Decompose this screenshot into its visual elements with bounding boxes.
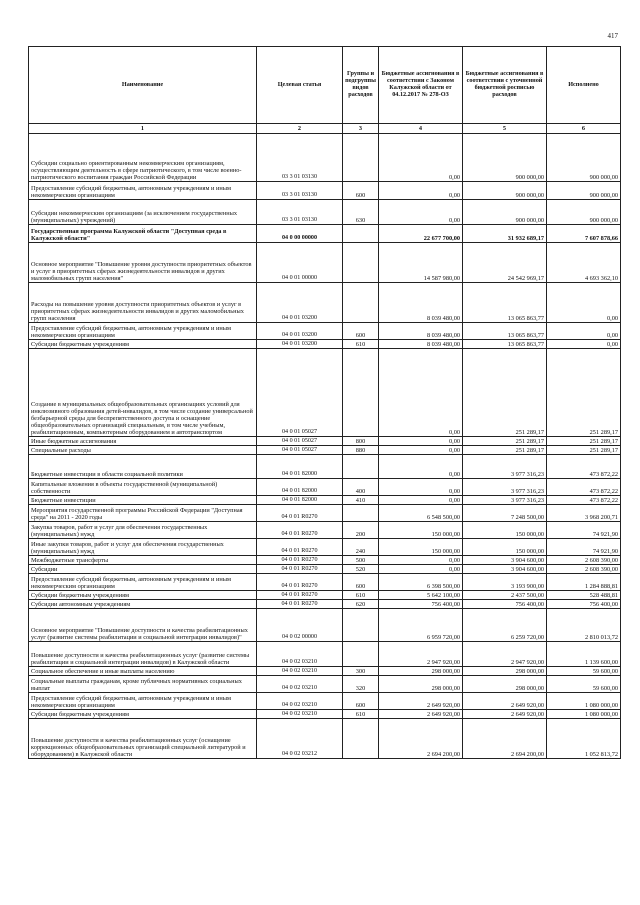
row-expense-group: 320: [343, 676, 379, 693]
row-revised-allocation: 298 000,00: [463, 667, 547, 676]
row-executed: 900 000,00: [547, 134, 621, 182]
row-law-allocation: 0,00: [379, 556, 463, 565]
row-law-allocation: 2 649 920,00: [379, 710, 463, 719]
row-law-allocation: 0,00: [379, 182, 463, 200]
row-expense-group: 520: [343, 565, 379, 574]
row-name: Субсидии социально ориентированным некоммерческим организациям, осуществляющим деятельность в сфере патриотического, в том числе военно-патриотического воспитания граждан Российской Федерации: [29, 134, 257, 182]
row-executed: 1 080 000,00: [547, 693, 621, 710]
row-executed: 3 968 200,71: [547, 505, 621, 522]
row-law-allocation: 8 039 480,00: [379, 283, 463, 323]
row-target-article: 04 0 01 82000: [257, 479, 343, 496]
row-name: Повышение доступности и качества реабилитационных услуг (оснащение коррекционных общеобразовательных организаций специальной литературой и оборудованием) в Калужской области: [29, 719, 257, 759]
row-revised-allocation: 3 904 600,00: [463, 556, 547, 565]
row-target-article: 03 3 01 03130: [257, 134, 343, 182]
table-row: [29, 710, 621, 719]
row-target-article: 04 0 01 03200: [257, 340, 343, 349]
table-row: [29, 667, 621, 676]
row-expense-group: [343, 283, 379, 323]
row-law-allocation: 0,00: [379, 565, 463, 574]
budget-table: [28, 46, 621, 759]
row-name: Социальные выплаты гражданам, кроме публичных нормативных социальных выплат: [29, 676, 257, 693]
table-row: [29, 600, 621, 609]
row-executed: 0,00: [547, 283, 621, 323]
row-name: Мероприятия государственной программы Российской Федерации "Доступная среда" на 2011 - 2020 годы: [29, 505, 257, 522]
row-law-allocation: 8 039 480,00: [379, 340, 463, 349]
column-number-row: [29, 124, 621, 134]
row-name: Создание в муниципальных общеобразовательных организациях условий для инклюзивного образования детей-инвалидов, в том числе создание универсальной безбарьерной среды для беспрепятственного доступа и оснащение общеобразовательных организаций специальным, в том числе учебным, реабилитационным, компьютерным оборудованием и автотранспортом: [29, 349, 257, 437]
row-executed: 251 289,17: [547, 446, 621, 455]
row-target-article: 04 0 01 R0270: [257, 505, 343, 522]
row-law-allocation: 2 694 200,00: [379, 719, 463, 759]
page-number: 417: [607, 32, 618, 40]
row-target-article: 04 0 01 R0270: [257, 565, 343, 574]
row-executed: 1 284 888,81: [547, 574, 621, 591]
row-revised-allocation: 3 193 900,00: [463, 574, 547, 591]
row-expense-group: [343, 243, 379, 283]
row-revised-allocation: 298 000,00: [463, 676, 547, 693]
row-revised-allocation: 3 977 316,23: [463, 479, 547, 496]
row-name: Иные бюджетные ассигнования: [29, 437, 257, 446]
row-name: Субсидии бюджетным учреждениям: [29, 710, 257, 719]
row-law-allocation: 2 947 920,00: [379, 642, 463, 667]
row-law-allocation: 0,00: [379, 479, 463, 496]
column-number: 6: [547, 124, 621, 134]
row-expense-group: [343, 225, 379, 243]
row-law-allocation: 0,00: [379, 437, 463, 446]
table-row: [29, 496, 621, 505]
row-executed: 2 608 390,00: [547, 556, 621, 565]
row-expense-group: 800: [343, 437, 379, 446]
row-executed: 756 400,00: [547, 600, 621, 609]
row-name: Предоставление субсидий бюджетным, автономным учреждениям и иным некоммерческим организациям: [29, 693, 257, 710]
row-target-article: 04 0 01 03200: [257, 323, 343, 340]
row-name: Бюджетные инвестиции: [29, 496, 257, 505]
row-name: Повышение доступности и качества реабилитационных услуг (развитие системы реабилитации и социальной интеграции инвалидов) в Калужской области: [29, 642, 257, 667]
row-revised-allocation: 900 000,00: [463, 200, 547, 225]
row-name: Предоставление субсидий бюджетным, автономным учреждениям и иным некоммерческим организациям: [29, 574, 257, 591]
row-revised-allocation: 7 248 500,00: [463, 505, 547, 522]
row-target-article: 04 0 01 R0270: [257, 556, 343, 565]
row-law-allocation: 0,00: [379, 446, 463, 455]
table-row: [29, 437, 621, 446]
row-expense-group: 610: [343, 340, 379, 349]
row-executed: 7 607 878,66: [547, 225, 621, 243]
row-law-allocation: 298 000,00: [379, 676, 463, 693]
row-expense-group: 300: [343, 667, 379, 676]
row-executed: 2 810 013,72: [547, 609, 621, 642]
row-revised-allocation: 13 065 863,77: [463, 323, 547, 340]
row-revised-allocation: 2 694 200,00: [463, 719, 547, 759]
row-target-article: 04 0 01 05027: [257, 446, 343, 455]
row-revised-allocation: 251 289,17: [463, 349, 547, 437]
row-target-article: 04 0 02 03210: [257, 710, 343, 719]
row-law-allocation: 0,00: [379, 349, 463, 437]
row-target-article: 04 0 01 05027: [257, 437, 343, 446]
row-name: Межбюджетные трансферты: [29, 556, 257, 565]
table-row: [29, 719, 621, 759]
row-revised-allocation: 6 259 720,00: [463, 609, 547, 642]
row-name: Субсидии некоммерческим организациям (за исключением государственных (муниципальных) учреждений): [29, 200, 257, 225]
row-revised-allocation: 3 977 316,23: [463, 455, 547, 479]
row-law-allocation: 0,00: [379, 200, 463, 225]
row-name: Социальное обеспечение и иные выплаты населению: [29, 667, 257, 676]
table-row: [29, 565, 621, 574]
table-row: [29, 556, 621, 565]
column-number: 2: [257, 124, 343, 134]
row-expense-group: [343, 349, 379, 437]
row-expense-group: 600: [343, 323, 379, 340]
table-row: [29, 676, 621, 693]
row-name: Основное мероприятие "Повышение доступности и качества реабилитационных услуг (развитие системы реабилитации и социальной интеграции инвалидов)": [29, 609, 257, 642]
table-header-row: [29, 47, 621, 124]
row-revised-allocation: 900 000,00: [463, 182, 547, 200]
row-target-article: 04 0 01 03200: [257, 283, 343, 323]
header-target-article: Целевая статья: [257, 47, 343, 124]
row-revised-allocation: 3 977 316,23: [463, 496, 547, 505]
table-row: [29, 522, 621, 539]
row-target-article: 03 3 01 03130: [257, 200, 343, 225]
row-revised-allocation: 2 649 920,00: [463, 693, 547, 710]
row-executed: 473 872,22: [547, 455, 621, 479]
table-row: [29, 479, 621, 496]
column-number: 4: [379, 124, 463, 134]
row-law-allocation: 6 959 720,00: [379, 609, 463, 642]
row-expense-group: 200: [343, 522, 379, 539]
row-target-article: 04 0 01 R0270: [257, 600, 343, 609]
row-expense-group: [343, 719, 379, 759]
row-revised-allocation: 251 289,17: [463, 437, 547, 446]
table-row: [29, 225, 621, 243]
header-expense-group: Группы и подгруппы видов расходов: [343, 47, 379, 124]
row-executed: 528 488,81: [547, 591, 621, 600]
row-revised-allocation: 150 000,00: [463, 522, 547, 539]
row-name: Основное мероприятие "Повышение уровня доступности приоритетных объектов и услуг в приоритетных сферах жизнедеятельности инвалидов и других маломобильных групп населения": [29, 243, 257, 283]
table-row: [29, 574, 621, 591]
row-executed: 900 000,00: [547, 182, 621, 200]
row-executed: 1 139 600,00: [547, 642, 621, 667]
row-name: Расходы на повышение уровня доступности приоритетных объектов и услуг в приоритетных сферах жизнедеятельности инвалидов и других маломобильных групп населения: [29, 283, 257, 323]
table-row: [29, 609, 621, 642]
row-target-article: 04 0 01 05027: [257, 349, 343, 437]
row-executed: 0,00: [547, 340, 621, 349]
row-expense-group: 600: [343, 574, 379, 591]
row-target-article: 04 0 02 00000: [257, 609, 343, 642]
row-law-allocation: 298 000,00: [379, 667, 463, 676]
row-name: Субсидии: [29, 565, 257, 574]
row-revised-allocation: 31 932 689,17: [463, 225, 547, 243]
row-revised-allocation: 2 437 500,00: [463, 591, 547, 600]
header-law-allocation: Бюджетные ассигнования в соответствии с Законом Калужской области от 04.12.2017 № 278-ОЗ: [379, 47, 463, 124]
table-row: [29, 505, 621, 522]
row-executed: 1 080 000,00: [547, 710, 621, 719]
row-expense-group: 600: [343, 182, 379, 200]
row-law-allocation: 756 400,00: [379, 600, 463, 609]
row-revised-allocation: 251 289,17: [463, 446, 547, 455]
table-row: [29, 134, 621, 182]
table-row: [29, 283, 621, 323]
row-law-allocation: 22 677 700,00: [379, 225, 463, 243]
row-name: Субсидии бюджетным учреждениям: [29, 340, 257, 349]
header-name: Наименование: [29, 47, 257, 124]
row-name: Иные закупки товаров, работ и услуг для обеспечения государственных (муниципальных) нужд: [29, 539, 257, 556]
row-target-article: 04 0 01 R0270: [257, 522, 343, 539]
row-executed: 59 600,00: [547, 676, 621, 693]
table-row: [29, 182, 621, 200]
table-row: [29, 200, 621, 225]
row-revised-allocation: 24 542 969,17: [463, 243, 547, 283]
row-name: Государственная программа Калужской области "Доступная среда в Калужской области": [29, 225, 257, 243]
row-target-article: 04 0 02 03210: [257, 667, 343, 676]
row-law-allocation: 5 642 100,00: [379, 591, 463, 600]
row-executed: 4 693 362,10: [547, 243, 621, 283]
row-revised-allocation: 13 065 863,77: [463, 340, 547, 349]
row-executed: 59 600,00: [547, 667, 621, 676]
row-target-article: 04 0 01 R0270: [257, 591, 343, 600]
row-target-article: 04 0 02 03210: [257, 642, 343, 667]
row-target-article: 04 0 01 R0270: [257, 539, 343, 556]
row-executed: 473 872,22: [547, 496, 621, 505]
row-expense-group: 610: [343, 591, 379, 600]
table-row: [29, 349, 621, 437]
row-revised-allocation: 2 947 920,00: [463, 642, 547, 667]
row-expense-group: 400: [343, 479, 379, 496]
row-name: Специальные расходы: [29, 446, 257, 455]
table-row: [29, 539, 621, 556]
header-revised-allocation: Бюджетные ассигнования в соответствии с уточненной бюджетной росписью расходов: [463, 47, 547, 124]
table-row: [29, 323, 621, 340]
row-revised-allocation: 3 904 600,00: [463, 565, 547, 574]
row-target-article: 04 0 02 03210: [257, 693, 343, 710]
row-expense-group: 610: [343, 710, 379, 719]
row-executed: 1 052 813,72: [547, 719, 621, 759]
row-executed: 2 608 390,00: [547, 565, 621, 574]
table-row: [29, 591, 621, 600]
row-revised-allocation: 2 649 920,00: [463, 710, 547, 719]
table-body: [29, 134, 621, 759]
table-row: [29, 693, 621, 710]
row-expense-group: 880: [343, 446, 379, 455]
row-law-allocation: 6 548 500,00: [379, 505, 463, 522]
header-executed: Исполнено: [547, 47, 621, 124]
column-number: 5: [463, 124, 547, 134]
row-expense-group: 240: [343, 539, 379, 556]
row-name: Предоставление субсидий бюджетным, автономным учреждениям и иным некоммерческим организациям: [29, 323, 257, 340]
row-name: Субсидии автономным учреждениям: [29, 600, 257, 609]
row-target-article: 04 0 01 82000: [257, 455, 343, 479]
row-expense-group: 630: [343, 200, 379, 225]
row-name: Субсидии бюджетным учреждениям: [29, 591, 257, 600]
row-expense-group: [343, 505, 379, 522]
row-name: Бюджетные инвестиции в области социальной политики: [29, 455, 257, 479]
row-name: Закупка товаров, работ и услуг для обеспечения государственных (муниципальных) нужд: [29, 522, 257, 539]
row-law-allocation: 6 398 500,00: [379, 574, 463, 591]
row-revised-allocation: 13 065 863,77: [463, 283, 547, 323]
row-law-allocation: 150 000,00: [379, 522, 463, 539]
row-executed: 0,00: [547, 323, 621, 340]
column-number: 3: [343, 124, 379, 134]
row-law-allocation: 0,00: [379, 496, 463, 505]
row-executed: 251 289,17: [547, 349, 621, 437]
row-executed: 473 872,22: [547, 479, 621, 496]
row-expense-group: [343, 609, 379, 642]
column-number: 1: [29, 124, 257, 134]
row-target-article: 04 0 02 03212: [257, 719, 343, 759]
table-row: [29, 455, 621, 479]
row-name: Предоставление субсидий бюджетным, автономным учреждениям и иным некоммерческим организациям: [29, 182, 257, 200]
table-row: [29, 243, 621, 283]
row-executed: 74 921,90: [547, 522, 621, 539]
table-row: [29, 446, 621, 455]
row-law-allocation: 150 000,00: [379, 539, 463, 556]
row-law-allocation: 2 649 920,00: [379, 693, 463, 710]
row-law-allocation: 8 039 480,00: [379, 323, 463, 340]
row-expense-group: 620: [343, 600, 379, 609]
row-target-article: 04 0 01 00000: [257, 243, 343, 283]
row-law-allocation: 0,00: [379, 455, 463, 479]
row-expense-group: [343, 134, 379, 182]
row-expense-group: 410: [343, 496, 379, 505]
row-executed: 900 000,00: [547, 200, 621, 225]
table-row: [29, 642, 621, 667]
row-name: Капитальные вложения в объекты государственной (муниципальной) собственности: [29, 479, 257, 496]
row-expense-group: [343, 455, 379, 479]
row-executed: 74 921,90: [547, 539, 621, 556]
table-row: [29, 340, 621, 349]
row-law-allocation: 14 587 980,00: [379, 243, 463, 283]
row-revised-allocation: 900 000,00: [463, 134, 547, 182]
row-target-article: 04 0 01 R0270: [257, 574, 343, 591]
row-target-article: 04 0 00 00000: [257, 225, 343, 243]
row-executed: 251 289,17: [547, 437, 621, 446]
row-revised-allocation: 150 000,00: [463, 539, 547, 556]
row-expense-group: [343, 642, 379, 667]
row-expense-group: 600: [343, 693, 379, 710]
row-law-allocation: 0,00: [379, 134, 463, 182]
row-target-article: 03 3 01 03130: [257, 182, 343, 200]
row-expense-group: 500: [343, 556, 379, 565]
row-target-article: 04 0 02 03210: [257, 676, 343, 693]
row-target-article: 04 0 01 82000: [257, 496, 343, 505]
row-revised-allocation: 756 400,00: [463, 600, 547, 609]
